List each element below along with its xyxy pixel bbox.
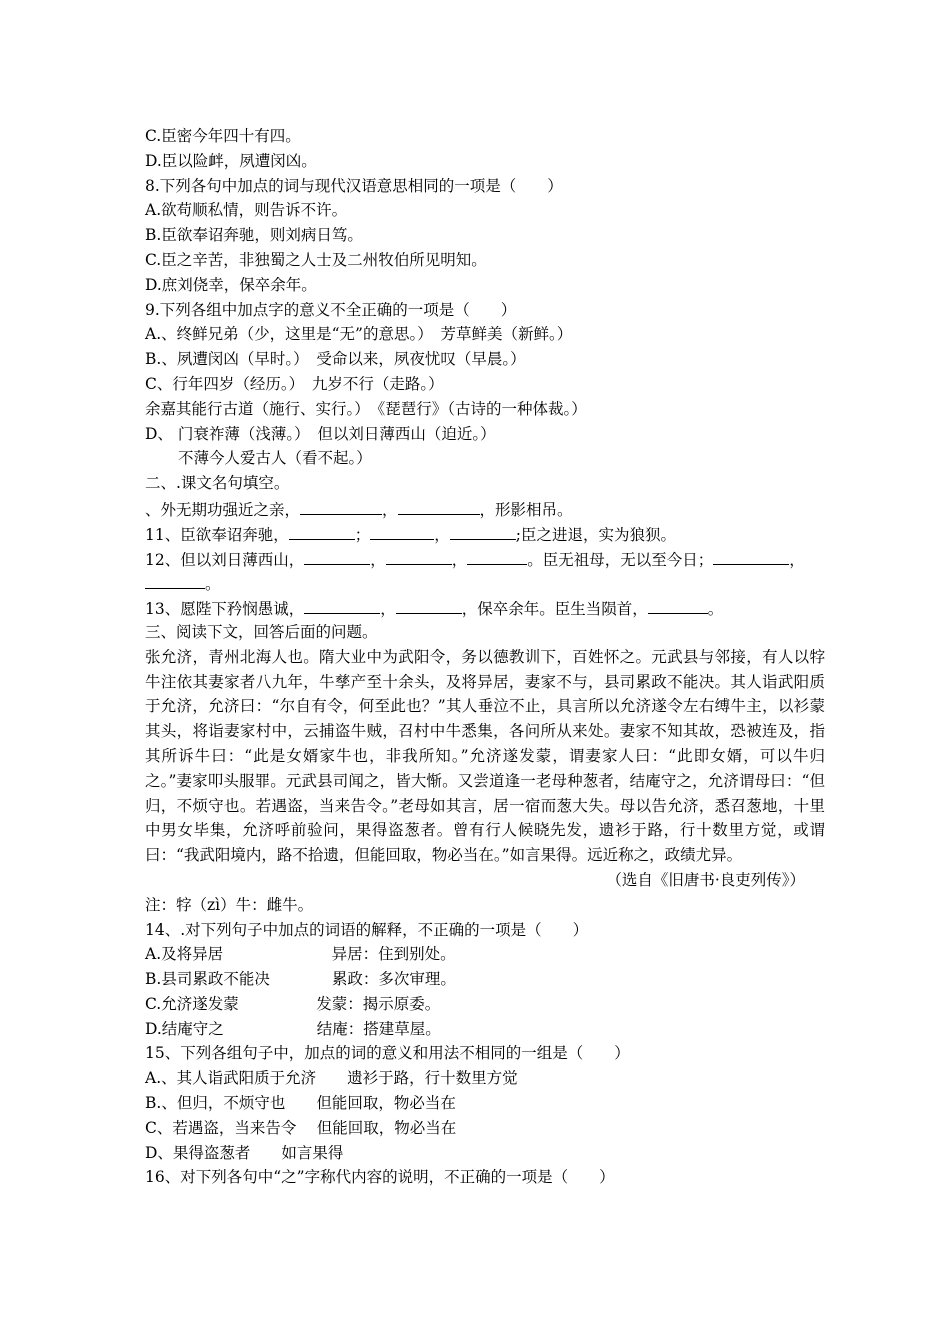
option-line: D、果得盗葱者 如言果得 — [145, 1143, 344, 1162]
text: ； — [354, 525, 371, 544]
question-15: 15、下列各组句子中，加点的词的意义和用法不相同的一组是（ ） — [145, 1044, 630, 1063]
passage-note: 注：牸（zì）牛：雌牛。 — [145, 895, 314, 914]
option-line: B.、但归，不烦守也 但能回取，物必当在 — [145, 1094, 456, 1113]
option-line: C.允济遂发蒙 发蒙：揭示原委。 — [145, 994, 441, 1013]
reading-passage: 张允济，青州北海人也。隋大业中为武阳令，务以德教训下，百姓怀之。元武县与邻接，有人以牸牛注依其妻家者八九年，牛孳产至十余头，及将异居，妻家不与，县司累政不能决。其人诣武阳质于允济，允济曰：“尔自有令，何至此也？”其人垂泣不止，具言所以允济遂令左右缚牛主，以衫蒙其头，将诣妻家村中，云捕盗牛贼，召村中牛悉集，各问所从来处。妻家不知其故，恐被连及，指其所诉牛曰：“此是女婿家牛也，非我所知。”允济遂发蒙，谓妻家人曰：“此即女婿，可以牛归之。”妻家叩头服罪。元武县司闻之，皆大惭。又尝道逢一老母种葱者，结庵守之，允济谓母曰：“但归，不烦守也。若遇盗，当来告令。”老母如其言，居一宿而葱大失。母以告允济，悉召葱地，十里中男女毕集，允济呼前验问，果得盗葱者。曾有行人候晓先发，遗衫于路，行十数里方觉，或谓曰：“我武阳境内，路不拾遗，但能回取，物必当在。”如言果得。远近称之，政绩尤异。 — [145, 647, 825, 865]
blank-line[interactable] — [386, 546, 452, 565]
option-line: D.臣以险衅，夙遭闵凶。 — [145, 151, 317, 170]
option-line: D.庶刘侥幸，保卒余年。 — [145, 275, 317, 294]
option-line: C.臣之辛苦，非独蜀之人士及二州牧伯所见明知。 — [145, 250, 487, 269]
text: 。 — [707, 600, 724, 619]
text: ， — [789, 550, 805, 569]
worksheet-page — [145, 124, 825, 1190]
question-13 — [145, 595, 825, 620]
blank-line[interactable] — [145, 570, 205, 589]
question-8: 8.下列各句中加点的词与现代汉语意思相同的一项是（ ） — [145, 176, 563, 195]
question-11 — [145, 521, 825, 546]
text: 13、愿陛下矜悯愚诚， — [145, 600, 305, 619]
blank-line[interactable] — [289, 521, 355, 540]
option-line: B.臣欲奉诏奔驰，则刘病日笃。 — [145, 226, 363, 245]
text: ，保卒余年。臣生当陨首， — [461, 600, 648, 619]
section-heading: 三、阅读下文，回答后面的问题。 — [145, 622, 378, 641]
text: ， — [451, 550, 468, 569]
question-16: 16、对下列各句中“之”字称代内容的说明，不正确的一项是（ ） — [145, 1168, 615, 1187]
text: 11、臣欲奉诏奔驰， — [145, 525, 289, 544]
blank-line[interactable] — [304, 595, 380, 614]
question-12 — [145, 546, 825, 571]
option-line: A.及将异居 异居：住到别处。 — [145, 945, 456, 964]
option-line: 余嘉其能行古道（施行、实行。） 《琵琶行》（古诗的一种体裁。） — [145, 399, 587, 418]
option-line: A.、终鲜兄弟（少，这里是“无”的意思。） 芳草鲜美（新鲜。） — [145, 325, 573, 344]
blank-line[interactable] — [304, 546, 370, 565]
text: ，形影相吊。 — [479, 500, 573, 519]
question-10 — [145, 496, 825, 521]
blank-line[interactable] — [648, 595, 708, 614]
option-line: A.、其人诣武阳质于允济 遗衫于路，行十数里方觉 — [145, 1069, 518, 1088]
option-line: 不薄今人爱古人（看不起。） — [178, 449, 372, 468]
option-line: B.县司累政不能决 累政：多次审理。 — [145, 970, 456, 989]
option-line: A.欲苟顺私情，则告诉不许。 — [145, 201, 348, 220]
option-line: B.、夙遭闵凶（早时。） 受命以来，夙夜忧叹（早晨。） — [145, 350, 526, 369]
text: ， — [434, 525, 450, 544]
text: ， — [382, 500, 398, 519]
question-12-continued — [145, 570, 825, 595]
blank-line[interactable] — [398, 496, 480, 515]
blank-line[interactable] — [450, 521, 516, 540]
blank-line[interactable] — [713, 546, 789, 565]
option-line: C、行年四岁（经历。） 九岁不行（走路。） — [145, 374, 444, 393]
question-9: 9.下列各组中加点字的意义不全正确的一项是（ ） — [145, 300, 517, 319]
text: ， — [370, 550, 386, 569]
passage-source: （选自《旧唐书·良吏列传》） — [606, 870, 805, 889]
blank-line[interactable] — [300, 496, 382, 515]
blank-line[interactable] — [370, 521, 434, 540]
text: 。臣无祖母，无以至今日； — [527, 550, 714, 569]
text: 。 — [205, 575, 221, 594]
blank-line[interactable] — [467, 546, 527, 565]
text: 12、但以刘日薄西山， — [145, 550, 305, 569]
option-line: D.结庵守之 结庵：搭建草屋。 — [145, 1019, 441, 1038]
section-heading: 二、.课文名句填空。 — [145, 474, 290, 493]
option-line: C、若遇盗，当来告令 但能回取，物必当在 — [145, 1118, 457, 1137]
option-line: C.臣密今年四十有四。 — [145, 127, 301, 145]
blank-line[interactable] — [396, 595, 462, 614]
text: ， — [380, 600, 396, 619]
text: 、外无期功强近之亲， — [145, 500, 301, 519]
option-line: D、 门衰祚薄（浅薄。） 但以刘日薄西山（迫近。） — [145, 424, 496, 443]
question-14: 14、.对下列句子中加点的词语的解释，不正确的一项是（ ） — [145, 920, 589, 939]
text: ;臣之进退，实为狼狈。 — [515, 525, 676, 544]
